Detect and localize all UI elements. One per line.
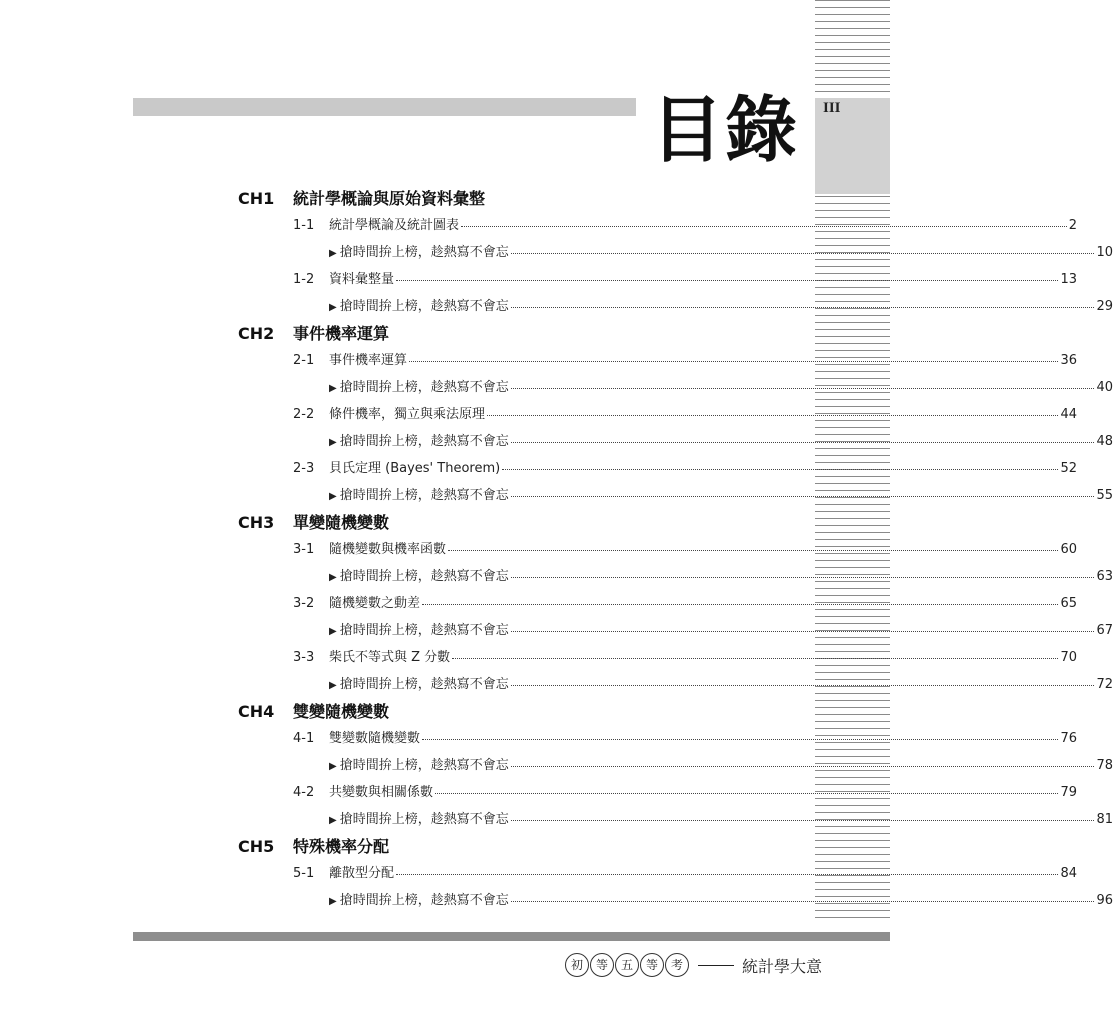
entry-title: 搶時間拚上榜，趁熱寫不會忘 [339, 488, 509, 503]
dot-leader [448, 538, 1058, 551]
page-ref: 2 [1068, 218, 1077, 233]
chapter-title: 事件機率運算 [293, 324, 390, 343]
dot-leader [461, 214, 1067, 227]
toc-practice-entry [0, 240, 1113, 266]
dot-leader [511, 754, 1095, 767]
page-ref: 13 [1060, 272, 1077, 287]
dot-leader [409, 349, 1058, 362]
series-char: 等 [590, 953, 614, 977]
page-ref: 76 [1060, 731, 1077, 746]
dot-leader [511, 619, 1095, 632]
entry-title: 事件機率運算 [329, 353, 408, 368]
page-ref: 29 [1096, 299, 1113, 314]
series-char: 考 [665, 953, 689, 977]
page-ref: 79 [1060, 785, 1077, 800]
dot-leader [511, 565, 1095, 578]
section-number: 1-2 [293, 272, 315, 287]
entry-title: 統計學概論及統計圖表 [329, 218, 460, 233]
section-number: 2-2 [293, 407, 315, 422]
dot-leader [422, 592, 1058, 605]
entry-title: 搶時間拚上榜，趁熱寫不會忘 [339, 623, 509, 638]
entry-title: 搶時間拚上榜，趁熱寫不會忘 [339, 758, 509, 773]
toc-section-entry [0, 456, 1077, 482]
series-name [565, 953, 690, 977]
page-ref: 44 [1060, 407, 1077, 422]
page-ref: 40 [1096, 380, 1113, 395]
chapter-title: 特殊機率分配 [293, 837, 390, 856]
dot-leader [487, 403, 1058, 416]
dot-leader [511, 673, 1095, 686]
toc-section-entry [0, 537, 1077, 563]
dot-leader [435, 781, 1058, 794]
dot-leader [511, 430, 1095, 443]
toc-section-entry [0, 348, 1077, 374]
page-ref: 96 [1096, 893, 1113, 908]
page-ref: 48 [1096, 434, 1113, 449]
edge-stripes-top [815, 0, 890, 98]
page-ref: 60 [1060, 542, 1077, 557]
toc-practice-entry [0, 888, 1113, 914]
toc-practice-entry [0, 564, 1113, 590]
entry-title: 雙變數隨機變數 [329, 731, 421, 746]
page-title: 目錄 [651, 87, 800, 172]
triangle-bullet-icon: ▶ [329, 437, 337, 448]
triangle-bullet-icon: ▶ [329, 572, 337, 583]
entry-title: 貝氏定理 (Bayes' Theorem) [329, 461, 501, 476]
entry-title: 柴氏不等式與 Z 分數 [329, 650, 451, 665]
series-char: 等 [640, 953, 664, 977]
entry-title: 隨機變數之動差 [329, 596, 421, 611]
footer [565, 951, 822, 979]
triangle-bullet-icon: ▶ [329, 815, 337, 826]
toc-section-entry [0, 645, 1077, 671]
page-ref: 70 [1060, 650, 1077, 665]
page-ref: 52 [1060, 461, 1077, 476]
subject-name: 統計學大意 [742, 956, 823, 976]
chapter-number: CH2 [238, 324, 275, 343]
dot-leader [396, 862, 1058, 875]
dot-leader [511, 376, 1095, 389]
toc-section-entry [0, 402, 1077, 428]
chapter-title: 單變隨機變數 [293, 513, 390, 532]
entry-title: 條件機率，獨立與乘法原理 [329, 407, 486, 422]
page-ref: 78 [1096, 758, 1113, 773]
header-bar [133, 98, 636, 116]
section-number: 4-1 [293, 731, 315, 746]
page-ref: 72 [1096, 677, 1113, 692]
page-number: III [823, 100, 841, 116]
chapter-number: CH3 [238, 513, 275, 532]
page-ref: 63 [1096, 569, 1113, 584]
entry-title: 搶時間拚上榜，趁熱寫不會忘 [339, 893, 509, 908]
dot-leader [502, 457, 1058, 470]
toc-section-entry [0, 726, 1077, 752]
entry-title: 離散型分配 [329, 866, 395, 881]
section-number: 1-1 [293, 218, 315, 233]
chapter-title: 雙變隨機變數 [293, 702, 390, 721]
series-char: 初 [565, 953, 589, 977]
chapter-title: 統計學概論與原始資料彙整 [293, 189, 486, 208]
chapter-number: CH1 [238, 189, 275, 208]
triangle-bullet-icon: ▶ [329, 383, 337, 394]
entry-title: 資料彙整量 [329, 272, 395, 287]
series-char: 五 [615, 953, 639, 977]
dot-leader [422, 727, 1058, 740]
dot-leader [511, 241, 1095, 254]
section-number: 3-1 [293, 542, 315, 557]
page-ref: 67 [1096, 623, 1113, 638]
dot-leader [396, 268, 1058, 281]
entry-title: 隨機變數與機率函數 [329, 542, 447, 557]
triangle-bullet-icon: ▶ [329, 680, 337, 691]
dot-leader [511, 889, 1095, 902]
section-number: 4-2 [293, 785, 315, 800]
toc-practice-entry [0, 294, 1113, 320]
dot-leader [511, 808, 1095, 821]
toc-practice-entry [0, 375, 1113, 401]
chapter-number: CH4 [238, 702, 275, 721]
dot-leader [511, 484, 1095, 497]
page-ref: 10 [1096, 245, 1113, 260]
toc-section-entry [0, 591, 1077, 617]
dot-leader [511, 295, 1095, 308]
toc-practice-entry [0, 618, 1113, 644]
toc-practice-entry [0, 672, 1113, 698]
toc-practice-entry [0, 429, 1113, 455]
toc-practice-entry [0, 807, 1113, 833]
toc-section-entry [0, 780, 1077, 806]
entry-title: 搶時間拚上榜，趁熱寫不會忘 [339, 569, 509, 584]
page-ref: 55 [1096, 488, 1113, 503]
triangle-bullet-icon: ▶ [329, 491, 337, 502]
triangle-bullet-icon: ▶ [329, 626, 337, 637]
chapter-number: CH5 [238, 837, 275, 856]
page-tab [815, 98, 890, 194]
triangle-bullet-icon: ▶ [329, 761, 337, 772]
page-ref: 65 [1060, 596, 1077, 611]
toc-section-entry [0, 267, 1077, 293]
section-number: 2-3 [293, 461, 315, 476]
page-ref: 84 [1060, 866, 1077, 881]
dot-leader [452, 646, 1058, 659]
entry-title: 搶時間拚上榜，趁熱寫不會忘 [339, 299, 509, 314]
section-number: 2-1 [293, 353, 315, 368]
section-number: 5-1 [293, 866, 315, 881]
entry-title: 搶時間拚上榜，趁熱寫不會忘 [339, 812, 509, 827]
entry-title: 搶時間拚上榜，趁熱寫不會忘 [339, 245, 509, 260]
entry-title: 共變數與相關係數 [329, 785, 434, 800]
toc-section-entry [0, 213, 1077, 239]
section-number: 3-3 [293, 650, 315, 665]
toc-practice-entry [0, 753, 1113, 779]
entry-title: 搶時間拚上榜，趁熱寫不會忘 [339, 434, 509, 449]
page-ref: 36 [1060, 353, 1077, 368]
triangle-bullet-icon: ▶ [329, 302, 337, 313]
page-ref: 81 [1096, 812, 1113, 827]
triangle-bullet-icon: ▶ [329, 896, 337, 907]
footer-bar [133, 932, 890, 941]
entry-title: 搶時間拚上榜，趁熱寫不會忘 [339, 677, 509, 692]
entry-title: 搶時間拚上榜，趁熱寫不會忘 [339, 380, 509, 395]
footer-dash [698, 965, 734, 966]
toc-practice-entry [0, 483, 1113, 509]
section-number: 3-2 [293, 596, 315, 611]
toc-section-entry [0, 861, 1077, 887]
triangle-bullet-icon: ▶ [329, 248, 337, 259]
